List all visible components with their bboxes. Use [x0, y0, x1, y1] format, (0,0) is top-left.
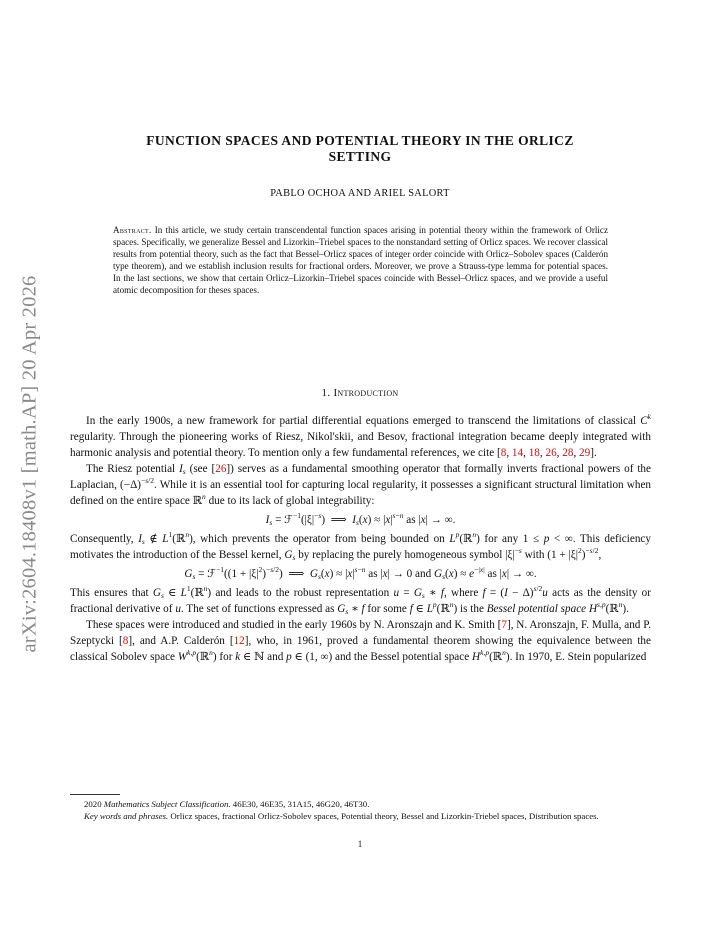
p4-text-e: . The set of functions expressed as	[180, 603, 338, 615]
abstract-text: In this article, we study certain transcendental function spaces arising in potential theory within the framework of Orlicz spaces. Specifically, we generalize Bessel and Lizorkin–Triebel spaces to the nonstandard setting of Orlicz spaces. We recover classical results from potential theory, such as the fact that Bessel–Orlicz spaces of integer order coincide with Orlicz–Sobolev spaces (Calderón type theorem), and we establish inclusion results for fractional orders. Moreover, we prove a Strauss-type lemma for potential spaces. In the last sections, we show that certain Orlicz–Lizorkin–Triebel spaces coincide with Bessel–Orlicz spaces, and we provide a useful atomic decomposition for theses spaces.	[113, 225, 608, 296]
paper-authors: PABLO OCHOA AND ARIEL SALORT	[270, 188, 450, 199]
footnote-msc	[70, 798, 651, 810]
section-heading	[90, 387, 630, 399]
p5-text-d: ], who, in 1961, proved a fundamental theorem showing the equivalence between the classical Sobolev space	[70, 635, 651, 663]
paper-title-line-2: SETTING	[328, 149, 392, 164]
paragraph-5: These spaces were introduced and studied in the early 1960s by N. Aronszajn and K. Smith [7], N. Aronszajn, F. Mulla, and P. Szeptycki [8], and A.P. Calderón [12], who, in 1961, proved a fundamental theorem showing the equivalence between the classical Sobolev space W$^{k,p}$(ℝ$^n$) for k ∈ ℕ and p ∈ (1, ∞) and the Bessel potential space H$^{k,p}$(ℝ$^n$). In 1970, E. Stein popularized	[70, 619, 651, 663]
equation-word: as	[368, 568, 378, 580]
p3-text-f: with	[521, 549, 548, 561]
paragraph-4: This ensures that $G_s$ ∈ $L^1(ℝ^n)$ and leads to the robust representation $u = G_s$ ∗ f, where $f = (I - \Delta)^{s/2}u$ acts as the density or fractional derivative of u. The set of functions expressed as $G_s$ ∗ f for some f ∈ $L^p(ℝ^n)$ is the Bessel potential space H$^{s,p}$(ℝ$^n$).	[70, 584, 651, 616]
equation-word: as	[487, 568, 497, 580]
p3-text-g: ,	[598, 549, 602, 561]
p5-text-e: for	[216, 651, 236, 663]
citation-link[interactable]: 14	[511, 447, 524, 459]
footnote-keywords-text: Orlicz spaces, fractional Orlicz-Sobolev spaces, Potential theory, Bessel and Lizorkin-Triebel spaces, Distribution spaces.	[168, 811, 599, 822]
p2-text-b: (see [	[185, 463, 216, 475]
equation-bessel-kernel: $G_s$ = ℱ$^{-1}$((1 + $|\xi|^2)^{-s/2}$) ⟹ $G_s(x) \approx |x|^{s-n}$ as |x| → 0 and $G_s(x) \approx e^{-|x|}$ as |x| → ∞.	[184, 565, 537, 581]
p3-text-a: Consequently,	[70, 533, 139, 545]
p1-text-b: regularity. Through the pioneering works of Riesz, Nikol'skii, and Besov, fractional integration became deeply integrated with harmonic analysis and potential theory. To mention only a few fundamental references, we cite [	[70, 431, 651, 459]
p2-text-d: . While it is an essential tool for capturing local regularity, it possesses a significant structural limitation when defined on the entire space	[70, 479, 652, 507]
page-number: 1	[357, 839, 363, 849]
p4-text-a: This ensures that	[70, 587, 153, 599]
p4-text-c: , where	[443, 587, 483, 599]
p5-text-f: and the Bessel potential space	[332, 651, 472, 663]
section-title: Introduction	[333, 387, 399, 399]
abstract	[113, 224, 608, 297]
p3-text-e: by replacing the purely homogeneous symbol	[295, 549, 506, 561]
section-number: 1.	[321, 387, 331, 399]
paragraph-3: Consequently, $I_s$ ∉ $L^1(ℝ^n)$, which prevents the operator from being bounded on $L^p(ℝ^n)$ for any 1 ≤ p < ∞. This deficiency motivates the introduction of the Bessel kernel, $G_s$ by replacing the purely homogeneous symbol $|\xi|^{-s}$ with $(1 + |\xi|^2)^{-s/2}$,	[70, 530, 651, 562]
paper-title	[90, 133, 630, 165]
citation-link[interactable]: 29	[579, 447, 591, 459]
citation-link[interactable]: 26	[215, 463, 227, 475]
p3-text-b: , which prevents the operator from being bounded on	[192, 533, 450, 545]
footnote-msc-text: 46E30, 46E35, 31A15, 46G20, 46T30.	[230, 799, 370, 809]
p4-text-b: and leads to the robust representation	[211, 587, 394, 599]
p5-text-g: . In 1970, E. Stein popularized	[509, 651, 647, 663]
equation-word: as	[406, 514, 416, 526]
p3-text-c: for any	[479, 533, 523, 545]
p2-text-c: ]) serves as a fundamental smoothing operator that formally inverts fractional powers of the Laplacian,	[70, 463, 651, 491]
footnote-keywords-label: Key words and phrases.	[84, 811, 169, 822]
p4-text-f: for some	[364, 603, 410, 615]
citation-link[interactable]: 8	[122, 635, 129, 647]
p4-text-d: acts as the density or fractional derivative of	[70, 587, 651, 615]
paragraph-2: The Riesz potential $I_s$ (see [26]) serves as a fundamental smoothing operator that formally inverts fractional powers of the Laplacian, $(-\Delta)^{-s/2}$. While it is an essential tool for capturing local regularity, it possesses a significant structural limitation when defined on the entire space ℝ$^n$ due to its lack of global integrability:	[70, 463, 652, 507]
footnote-divider	[70, 794, 120, 795]
p5-text-a: These spaces were introduced and studied in the early 1960s by N. Aronszajn and K. Smith [	[86, 619, 502, 631]
paragraph-1: In the early 1900s, a new framework for partial differential equations emerged to transcend the limitations of classical $C^k$ regularity. Through the pioneering works of Riesz, Nikol'skii, and Besov, fractional integration became deeply integrated with harmonic analysis and potential theory. To mention only a few fundamental references, we cite [8, 14, 18, 26, 28, 29].	[70, 412, 651, 459]
citation-link[interactable]: 12	[233, 635, 245, 647]
citation-link[interactable]: 8	[500, 447, 507, 459]
p2-text-e: due to its lack of global integrability:	[205, 495, 375, 507]
footnote-keywords	[70, 810, 651, 822]
citation-link[interactable]: 28	[562, 447, 574, 459]
p1-text-a: In the early 1900s, a new framework for partial differential equations emerged to transcend the limitations of classical	[86, 415, 641, 427]
arxiv-identifier-sidebar	[10, 244, 50, 684]
footnotes	[70, 798, 651, 823]
p3-text-d: . This deficiency motivates the introduction of the Bessel kernel,	[70, 533, 651, 561]
equation-word: and	[415, 568, 432, 580]
paper-title-line-1: FUNCTION SPACES AND POTENTIAL THEORY IN THE ORLICZ	[146, 133, 574, 148]
arxiv-identifier-text: arXiv:2604.18408v1 [math.AP] 20 Apr 2026	[18, 275, 41, 653]
p5-text-c: ], and A.P. Calderón [	[128, 635, 234, 647]
p4-text-i: .	[626, 603, 629, 615]
introduction-body	[70, 413, 651, 665]
citation-link[interactable]: 26	[545, 447, 557, 459]
citation-link[interactable]: 7	[501, 619, 507, 631]
p1-text-end: ].	[590, 447, 597, 459]
footnote-msc-year: 2020	[84, 799, 104, 809]
equation-riesz-kernel: $I_s$ = $ℱ^{-1}(|\xi|^{-s})$ ⟹ $I_s(x) \approx |x|^{s-n}$ as |x| → ∞.	[265, 511, 456, 527]
p5-text-b: ], N. Aronszajn, F. Mulla, and P. Szeptycki [	[70, 619, 651, 647]
footnote-msc-label: Mathematics Subject Classification.	[103, 799, 231, 809]
p2-text-a: The Riesz potential	[86, 463, 180, 475]
p4-text-g: is the	[457, 603, 487, 615]
citation-link[interactable]: 18	[528, 447, 540, 459]
p4-text-h: Bessel potential space	[486, 603, 587, 615]
abstract-label: Abstract.	[113, 225, 152, 235]
